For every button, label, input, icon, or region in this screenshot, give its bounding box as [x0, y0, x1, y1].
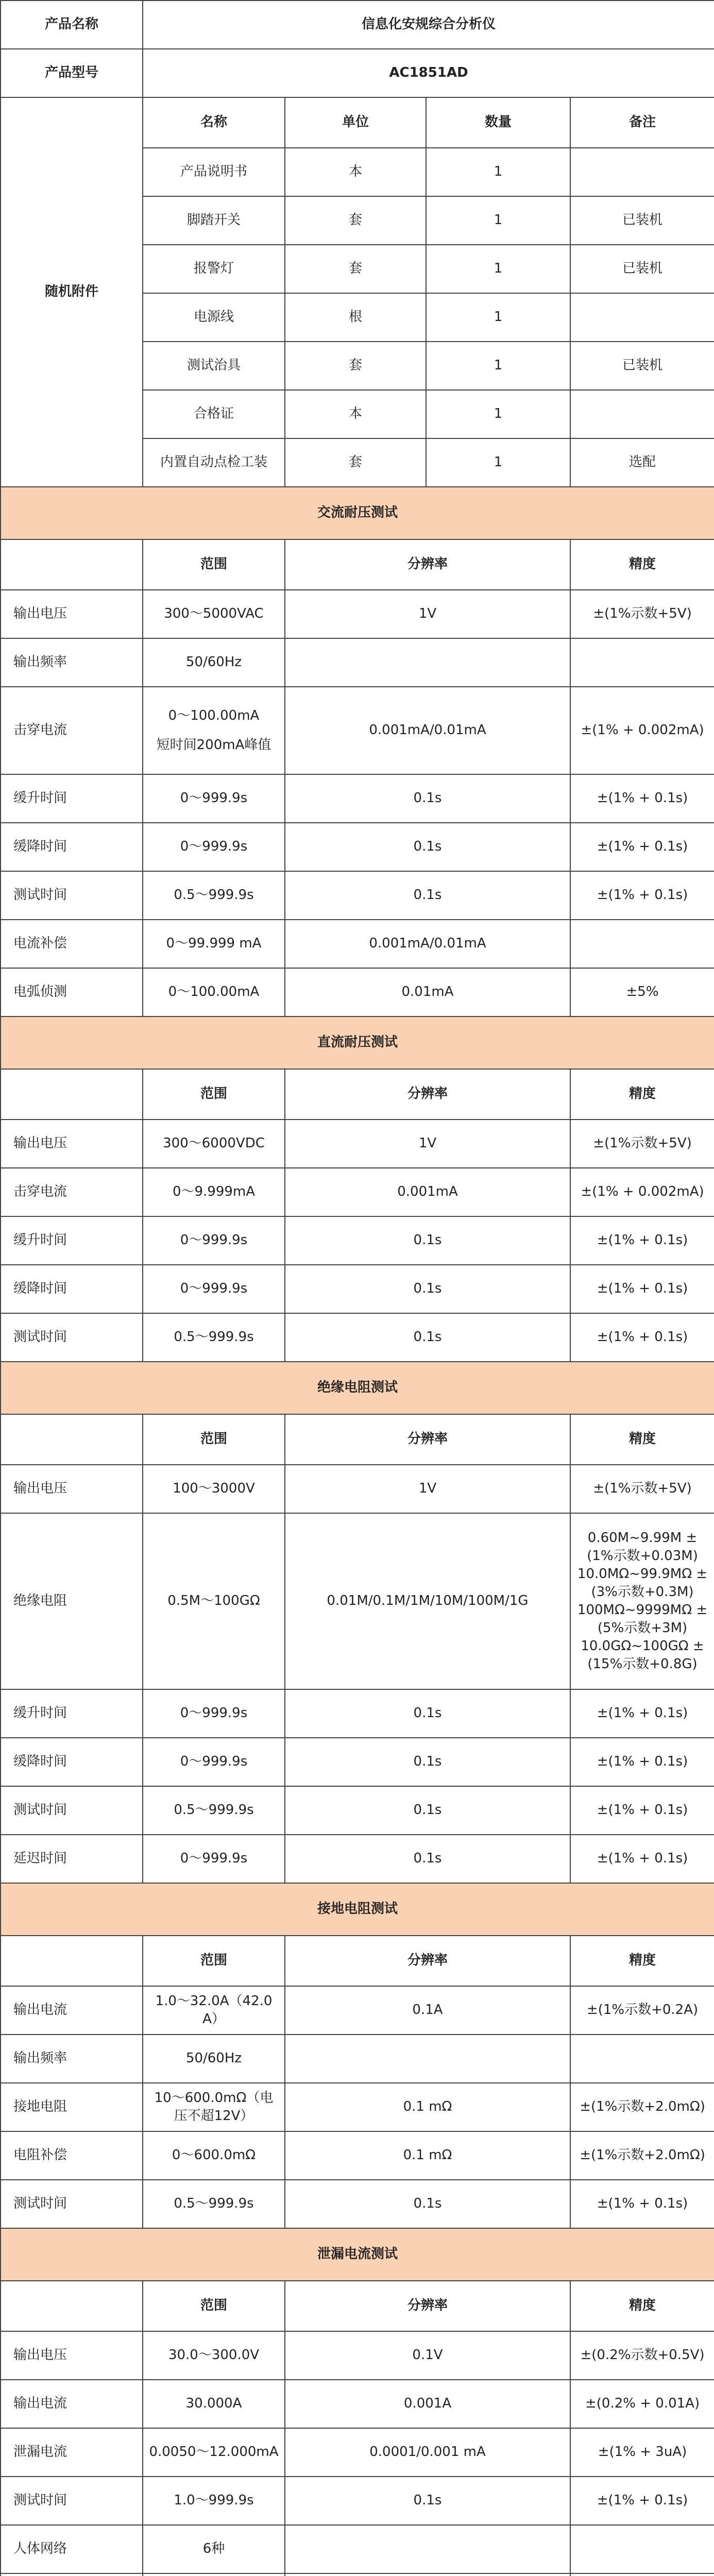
- accuracy-value: [570, 2525, 714, 2573]
- accessory-name: 内置自动点检工装: [143, 438, 285, 487]
- insulation-section-title: 绝缘电阻测试: [1, 1362, 714, 1414]
- accessory-name: 脚踏开关: [143, 196, 285, 245]
- accessory-qty: 1: [426, 342, 570, 390]
- dc-withstand-row: [1, 1313, 714, 1362]
- param-label: 输出电压: [1, 1465, 143, 1513]
- resolution-value: 0.01M/0.1M/1M/10M/100M/1G: [285, 1513, 570, 1689]
- accuracy-value: ±(1% + 0.1s): [570, 1738, 714, 1786]
- product-model-value: AC1851AD: [143, 49, 714, 97]
- ground-section-title: 接地电阻测试: [1, 1883, 714, 1936]
- accessory-note: 已装机: [570, 245, 714, 293]
- range-value: 6种: [143, 2525, 285, 2573]
- accuracy-value: ±(1% + 0.1s): [570, 1216, 714, 1265]
- accuracy-value: ±(1% + 0.1s): [570, 1689, 714, 1738]
- product-name-value: 信息化安规综合分析仪: [143, 1, 714, 49]
- param-label: 绝缘电阻: [1, 1513, 143, 1689]
- accessory-name: 电源线: [143, 293, 285, 342]
- resolution-value: 0.1s: [285, 871, 570, 920]
- range-value: 0～999.9s: [143, 1265, 285, 1313]
- range-value: 0～999.9s: [143, 823, 285, 871]
- leakage-row: [1, 2525, 714, 2573]
- accuracy-value: ±(1% + 0.1s): [570, 1265, 714, 1313]
- param-label: 击穿电流: [1, 1168, 143, 1216]
- range-header: 范围: [143, 539, 285, 590]
- accuracy-value: ±(1%示数+5V): [570, 590, 714, 638]
- ac-withstand-column-header: [1, 539, 714, 590]
- param-label: 输出电压: [1, 590, 143, 638]
- accessory-unit: 根: [285, 293, 426, 342]
- leakage-section-header: [1, 2228, 714, 2281]
- resolution-value: 1V: [285, 1465, 570, 1513]
- insulation-row: [1, 1689, 714, 1738]
- dc-withstand-section-header: [1, 1016, 714, 1069]
- accessory-note: [570, 390, 714, 438]
- resolution-value: [285, 2035, 570, 2083]
- product-model-row: [1, 49, 714, 97]
- range-value: 0～999.9s: [143, 1216, 285, 1265]
- resolution-value: 0.1 mΩ: [285, 2131, 570, 2180]
- resolution-value: 1V: [285, 1120, 570, 1168]
- accuracy-value: ±(1% + 0.1s): [570, 1835, 714, 1883]
- range-value: 0.0050～12.000mA: [143, 2428, 285, 2477]
- range-header: 范围: [143, 1936, 285, 1986]
- param-label: 缓升时间: [1, 1216, 143, 1265]
- resolution-value: 0.001A: [285, 2380, 570, 2428]
- resolution-value: 1V: [285, 590, 570, 638]
- accessories-label: 随机附件: [1, 97, 143, 487]
- accessory-qty: 1: [426, 293, 570, 342]
- accuracy-header: 精度: [570, 2281, 714, 2331]
- accuracy-header: 精度: [570, 1414, 714, 1465]
- ac-withstand-row: [1, 871, 714, 920]
- accessory-note: 已装机: [570, 196, 714, 245]
- param-label: 测试时间: [1, 2477, 143, 2525]
- accuracy-value: ±(1% + 0.1s): [570, 774, 714, 823]
- dc-withstand-column-header: [1, 1069, 714, 1120]
- ground-row: [1, 2180, 714, 2228]
- empty-header-cell: [1, 539, 143, 590]
- resolution-value: 0.1s: [285, 1689, 570, 1738]
- range-value: 10～600.0mΩ（电压不超12V）: [143, 2083, 285, 2131]
- ac-withstand-row: [1, 687, 714, 774]
- accessory-name: 合格证: [143, 390, 285, 438]
- range-value: 0～999.9s: [143, 1689, 285, 1738]
- resolution-header: 分辨率: [285, 1414, 570, 1465]
- accessory-qty: 1: [426, 438, 570, 487]
- resolution-value: 0.1s: [285, 1313, 570, 1362]
- resolution-value: 0.001mA/0.01mA: [285, 687, 570, 774]
- insulation-row: [1, 1835, 714, 1883]
- accessory-note: [570, 293, 714, 342]
- range-header: 范围: [143, 1069, 285, 1120]
- ac-withstand-row: [1, 968, 714, 1016]
- param-label: 人体网络: [1, 2525, 143, 2573]
- range-value: 1.0～32.0A（42.0A）: [143, 1986, 285, 2035]
- resolution-header: 分辨率: [285, 1936, 570, 1986]
- accuracy-value: ±(1%示数+2.0mΩ): [570, 2083, 714, 2131]
- param-label: 输出频率: [1, 638, 143, 687]
- range-value: 30.000A: [143, 2380, 285, 2428]
- empty-header-cell: [1, 2281, 143, 2331]
- ac-withstand-row: [1, 638, 714, 687]
- ground-row: [1, 2035, 714, 2083]
- product-model-label: 产品型号: [1, 49, 143, 97]
- dc-withstand-section-title: 直流耐压测试: [1, 1016, 714, 1069]
- range-value: 1.0～999.9s: [143, 2477, 285, 2525]
- accessory-unit: 套: [285, 438, 426, 487]
- param-label: 缓降时间: [1, 1738, 143, 1786]
- ac-withstand-section-header: [1, 487, 714, 539]
- range-value: [143, 687, 285, 774]
- accessories-col-note: 备注: [570, 97, 714, 148]
- param-label: 测试时间: [1, 871, 143, 920]
- accuracy-line: 10.0GΩ~100GΩ ±(15%示数+0.8G): [581, 1638, 704, 1672]
- ground-row: [1, 2131, 714, 2180]
- range-value: 50/60Hz: [143, 638, 285, 687]
- param-label: 测试时间: [1, 1786, 143, 1835]
- empty-header-cell: [1, 1414, 143, 1465]
- resolution-value: 0.1s: [285, 823, 570, 871]
- param-label: 输出电压: [1, 2331, 143, 2380]
- resolution-value: 0.001mA: [285, 1168, 570, 1216]
- resolution-value: 0.1s: [285, 1216, 570, 1265]
- range-value: 300～6000VDC: [143, 1120, 285, 1168]
- param-label: 接地电阻: [1, 2083, 143, 2131]
- param-label: [1, 2573, 143, 2576]
- accuracy-value: ±(1% + 0.1s): [570, 1786, 714, 1835]
- resolution-value: [285, 2525, 570, 2573]
- ground-row: [1, 1986, 714, 2035]
- range-line: 短时间200mA峰值: [156, 737, 271, 753]
- accuracy-value: ±(1%示数+5V): [570, 1465, 714, 1513]
- accessory-unit: 套: [285, 342, 426, 390]
- accuracy-header: 精度: [570, 1069, 714, 1120]
- param-label: 输出电压: [1, 1120, 143, 1168]
- dc-withstand-row: [1, 1265, 714, 1313]
- range-value: 0.5～999.9s: [143, 1313, 285, 1362]
- range-value: 0～999.9s: [143, 774, 285, 823]
- param-label: 缓降时间: [1, 1265, 143, 1313]
- accuracy-value: ±(1% + 3uA): [570, 2428, 714, 2477]
- resolution-value: 0.1A: [285, 1986, 570, 2035]
- accessory-unit: 本: [285, 390, 426, 438]
- product-name-row: [1, 1, 714, 49]
- resolution-value: 0.1s: [285, 2477, 570, 2525]
- resolution-value: 0.1s: [285, 2180, 570, 2228]
- accessory-name: 产品说明书: [143, 148, 285, 196]
- insulation-section-header: [1, 1362, 714, 1414]
- ground-column-header: [1, 1936, 714, 1986]
- accuracy-header: 精度: [570, 539, 714, 590]
- param-label: 泄漏电流: [1, 2428, 143, 2477]
- accuracy-line: 10.0MΩ~99.9MΩ ±(3%示数+0.3M): [577, 1566, 708, 1600]
- range-value: 0～999.9s: [143, 1835, 285, 1883]
- range-value: 0.5～999.9s: [143, 1786, 285, 1835]
- range-value: 0～999.9s: [143, 1738, 285, 1786]
- ac-withstand-row: [1, 823, 714, 871]
- range-value: 50/60Hz: [143, 2035, 285, 2083]
- accuracy-value: ±(1% + 0.1s): [570, 871, 714, 920]
- range-line: 0～100.00mA: [168, 707, 260, 723]
- accuracy-line: 0.60M~9.99M ±(1%示数+0.03M): [587, 1530, 698, 1564]
- range-header: 范围: [143, 2281, 285, 2331]
- resolution-value: 0.1s: [285, 1835, 570, 1883]
- product-name-label: 产品名称: [1, 1, 143, 49]
- resolution-value: 0.1 mΩ: [285, 2083, 570, 2131]
- param-label: 电流补偿: [1, 920, 143, 968]
- ac-withstand-row: [1, 774, 714, 823]
- accuracy-value: ±(1% + 0.002mA): [570, 1168, 714, 1216]
- accuracy-value: ±(1%示数+5V): [570, 1120, 714, 1168]
- empty-header-cell: [1, 1069, 143, 1120]
- resolution-value: 0.1s: [285, 1786, 570, 1835]
- accuracy-value: ±(1% + 0.1s): [570, 2477, 714, 2525]
- accuracy-value: ±(1% + 0.1s): [570, 823, 714, 871]
- accuracy-value: ±(0.2%示数+0.5V): [570, 2331, 714, 2380]
- resolution-value: 0.01mA: [285, 968, 570, 1016]
- range-value: [143, 2573, 285, 2576]
- accessory-unit: 本: [285, 148, 426, 196]
- ac-withstand-row: [1, 920, 714, 968]
- accessory-unit: 套: [285, 245, 426, 293]
- empty-header-cell: [1, 1936, 143, 1986]
- leakage-section-title: 泄漏电流测试: [1, 2228, 714, 2281]
- param-label: 缓降时间: [1, 823, 143, 871]
- accuracy-value: [570, 2035, 714, 2083]
- leakage-row: [1, 2428, 714, 2477]
- range-value: 0～99.999 mA: [143, 920, 285, 968]
- param-label: 缓升时间: [1, 1689, 143, 1738]
- accuracy-value: ±(1% + 0.1s): [570, 1313, 714, 1362]
- leakage-row: [1, 2380, 714, 2428]
- accessories-col-unit: 单位: [285, 97, 426, 148]
- leakage-column-header: [1, 2281, 714, 2331]
- accessory-qty: 1: [426, 390, 570, 438]
- range-value: 0.5～999.9s: [143, 871, 285, 920]
- resolution-header: 分辨率: [285, 539, 570, 590]
- param-label: 延迟时间: [1, 1835, 143, 1883]
- resolution-header: 分辨率: [285, 2281, 570, 2331]
- accuracy-value: ±(1% + 0.1s): [570, 2180, 714, 2228]
- dc-withstand-row: [1, 1120, 714, 1168]
- param-label: 输出电流: [1, 1986, 143, 2035]
- resolution-value: 0.0001/0.001 mA: [285, 2428, 570, 2477]
- accuracy-value: [570, 2573, 714, 2576]
- leakage-row: [1, 2573, 714, 2576]
- resolution-value: 0.1s: [285, 1265, 570, 1313]
- accuracy-value: ±(1%示数+0.2A): [570, 1986, 714, 2035]
- ground-row: [1, 2083, 714, 2131]
- accuracy-value: ±5%: [570, 968, 714, 1016]
- resolution-value: 0.1s: [285, 1738, 570, 1786]
- range-value: 100～3000V: [143, 1465, 285, 1513]
- insulation-row: [1, 1786, 714, 1835]
- leakage-row: [1, 2477, 714, 2525]
- param-label: 测试时间: [1, 1313, 143, 1362]
- accuracy-value: ±(1% + 0.002mA): [570, 687, 714, 774]
- resolution-value: 0.1V: [285, 2331, 570, 2380]
- range-header: 范围: [143, 1414, 285, 1465]
- range-value: 30.0～300.0V: [143, 2331, 285, 2380]
- range-value: 0～100.00mA: [143, 968, 285, 1016]
- resolution-value: [285, 2573, 570, 2576]
- param-label: 测试时间: [1, 2180, 143, 2228]
- accuracy-value: [570, 638, 714, 687]
- accuracy-value: [570, 1513, 714, 1689]
- ac-withstand-section-title: 交流耐压测试: [1, 487, 714, 539]
- range-value: 300～5000VAC: [143, 590, 285, 638]
- ac-withstand-row: [1, 590, 714, 638]
- accessory-name: 测试治具: [143, 342, 285, 390]
- accuracy-value: [570, 920, 714, 968]
- spec-table-body: [1, 1, 714, 2576]
- resolution-header: 分辨率: [285, 1069, 570, 1120]
- accessories-col-qty: 数量: [426, 97, 570, 148]
- insulation-row: [1, 1738, 714, 1786]
- leakage-row: [1, 2331, 714, 2380]
- insulation-row: [1, 1465, 714, 1513]
- insulation-column-header: [1, 1414, 714, 1465]
- param-label: 电弧侦测: [1, 968, 143, 1016]
- resolution-value: 0.1s: [285, 774, 570, 823]
- resolution-value: [285, 638, 570, 687]
- param-label: 电阻补偿: [1, 2131, 143, 2180]
- param-label: 缓升时间: [1, 774, 143, 823]
- insulation-row: [1, 1513, 714, 1689]
- accessory-unit: 套: [285, 196, 426, 245]
- dc-withstand-row: [1, 1168, 714, 1216]
- param-label: 输出电流: [1, 2380, 143, 2428]
- range-value: 0～9.999mA: [143, 1168, 285, 1216]
- accuracy-header: 精度: [570, 1936, 714, 1986]
- accuracy-value: ±(1%示数+2.0mΩ): [570, 2131, 714, 2180]
- accessory-qty: 1: [426, 245, 570, 293]
- range-value: 0.5M～100GΩ: [143, 1513, 285, 1689]
- accessory-qty: 1: [426, 148, 570, 196]
- accessory-note: 选配: [570, 438, 714, 487]
- param-label: 输出频率: [1, 2035, 143, 2083]
- accessories-header-row: [1, 97, 714, 148]
- accessories-col-name: 名称: [143, 97, 285, 148]
- accessory-note: 已装机: [570, 342, 714, 390]
- dc-withstand-row: [1, 1216, 714, 1265]
- resolution-value: 0.001mA/0.01mA: [285, 920, 570, 968]
- range-value: 0.5～999.9s: [143, 2180, 285, 2228]
- ground-section-header: [1, 1883, 714, 1936]
- accessory-qty: 1: [426, 196, 570, 245]
- accessory-name: 报警灯: [143, 245, 285, 293]
- param-label: 击穿电流: [1, 687, 143, 774]
- accuracy-line: 100MΩ~9999MΩ ±(5%示数+3M): [577, 1602, 708, 1636]
- accuracy-value: ±(0.2% + 0.01A): [570, 2380, 714, 2428]
- accessory-note: [570, 148, 714, 196]
- range-value: 0～600.0mΩ: [143, 2131, 285, 2180]
